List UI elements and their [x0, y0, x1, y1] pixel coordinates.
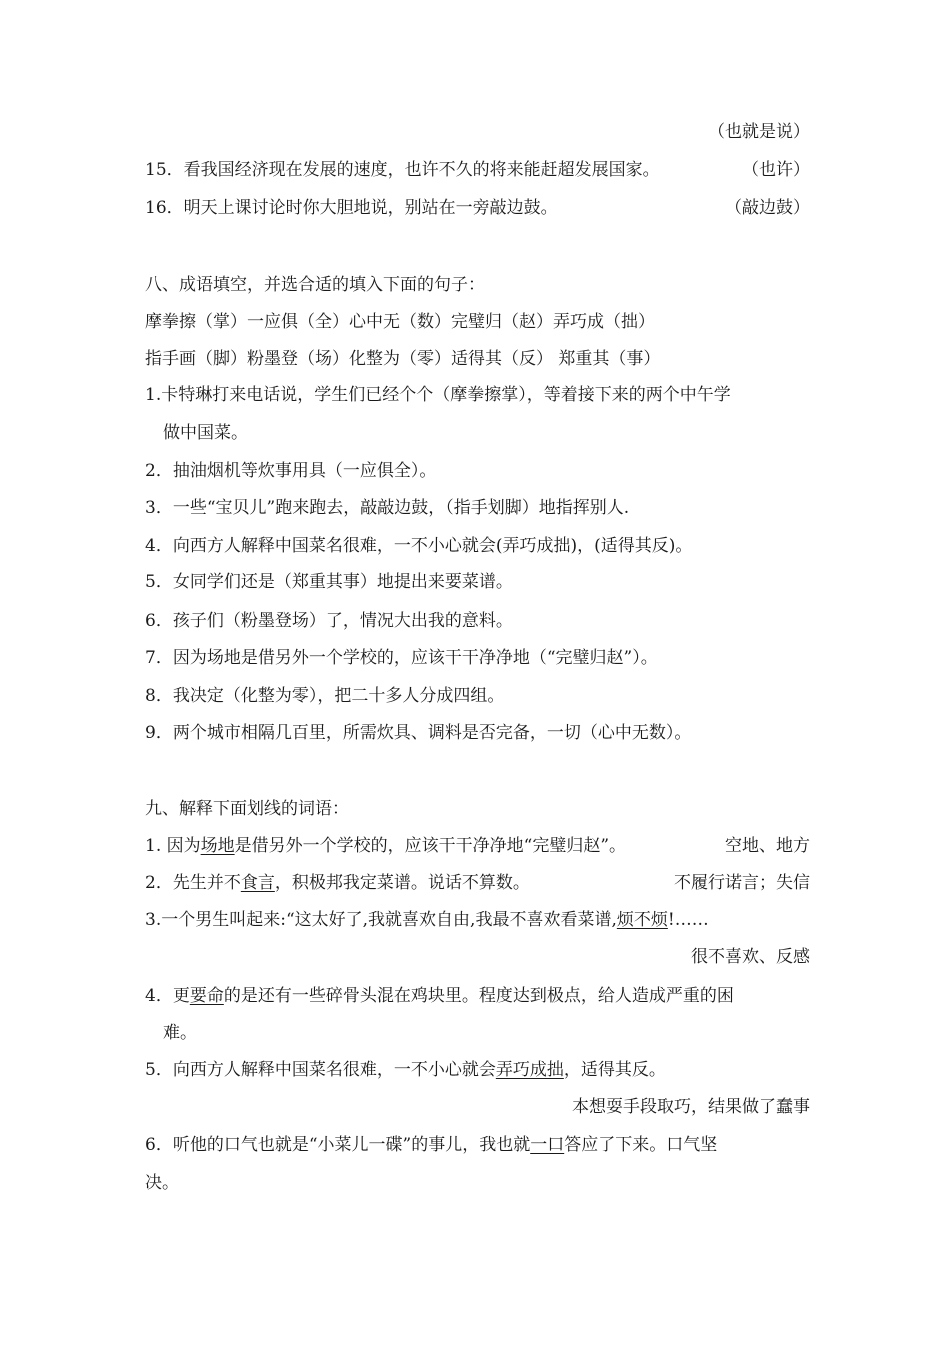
- s9-item-6-pre: 6．听他的口气也就是“小菜儿一碟”的事儿，我也就: [145, 1135, 531, 1155]
- s9-item-1: [145, 834, 810, 858]
- s9-item-3-pre: 3.一个男生叫起来:“这太好了,我就喜欢自由,我最不喜欢看菜谱,: [145, 910, 617, 930]
- answer-prev: （也就是说）: [708, 122, 810, 142]
- s8-item-9: 9．两个城市相隔几百里，所需炊具、调料是否完备，一切（心中无数）。: [145, 723, 692, 743]
- s9-item-5-pre: 5．向西方人解释中国菜名很难，一不小心就会: [145, 1060, 496, 1080]
- s9-item-2-pre: 2．先生并不: [145, 873, 241, 893]
- s9-item-1-answer: 空地、地方: [725, 836, 810, 856]
- s9-item-2-word: 食言: [240, 873, 275, 893]
- idioms-line-2: 指手画（脚）粉墨登（场）化整为（零）适得其（反） 郑重其（事）: [145, 349, 661, 369]
- s9-item-3-word: 烦不烦: [616, 910, 668, 930]
- s8-item-1: 1.卡特琳打来电话说，学生们已经个个（摩拳擦掌），等着接下来的两个中午学: [145, 385, 731, 405]
- section-8-title: 八、成语填空，并选合适的填入下面的句子：: [145, 275, 485, 295]
- s9-item-3: [145, 908, 810, 932]
- s8-item-2: 2．抽油烟机等炊事用具（一应俱全）。: [145, 461, 437, 481]
- s8-item-7: 7．因为场地是借另外一个学校的，应该干干净净地（“完璧归赵”）。: [145, 648, 658, 668]
- s8-item-3: 3．一些“宝贝儿”跑来跑去，敲敲边鼓，（指手划脚）地指挥别人.: [145, 498, 630, 518]
- question-16-text: 16．明天上课讨论时你大胆地说，别站在一旁敲边鼓。: [145, 198, 558, 218]
- s9-item-1-pre: 1. 因为: [145, 836, 201, 856]
- s9-item-5-word: 弄巧成拙: [495, 1060, 564, 1080]
- question-16: [145, 196, 810, 220]
- s8-item-4: 4．向西方人解释中国菜名很难，一不小心就会(弄巧成拙)，(适得其反)。: [145, 536, 693, 556]
- s9-item-5: [145, 1058, 810, 1082]
- s9-item-4-post: 的是还有一些碎骨头混在鸡块里。程度达到极点，给人造成严重的困: [223, 986, 734, 1006]
- s8-item-8: 8．我决定（化整为零），把二十多人分成四组。: [145, 686, 505, 706]
- s9-item-3-post: !……: [667, 910, 709, 930]
- s9-item-6: [145, 1133, 810, 1157]
- s9-item-4-word: 要命: [189, 986, 224, 1006]
- s9-item-6-word: 一口: [530, 1135, 565, 1155]
- section-9-title: 九、解释下面划线的词语：: [145, 799, 349, 819]
- s9-item-4-cont: 难。: [163, 1023, 197, 1043]
- s9-item-6-post: 答应了下来。口气坚: [564, 1135, 718, 1155]
- question-16-answer: （敲边鼓）: [725, 198, 810, 218]
- s9-item-5-post: ，适得其反。: [563, 1060, 666, 1080]
- s9-item-4-pre: 4．更: [145, 986, 190, 1006]
- s9-item-6-cont: 决。: [145, 1173, 179, 1193]
- s9-item-2-answer: 不履行诺言；失信: [674, 873, 810, 893]
- s9-item-1-word: 场地: [200, 836, 235, 856]
- s8-item-5: 5．女同学们还是（郑重其事）地提出来要菜谱。: [145, 572, 513, 592]
- s9-item-1-post: 是借另外一个学校的，应该干干净净地“完璧归赵”。: [234, 836, 627, 856]
- idioms-line-1: 摩拳擦（掌）一应俱（全）心中无（数）完璧归（赵）弄巧成（拙）: [145, 312, 655, 332]
- s8-item-6: 6．孩子们（粉墨登场）了，情况大出我的意料。: [145, 611, 513, 631]
- question-15-answer: （也许）: [742, 160, 810, 180]
- question-15: [145, 158, 810, 182]
- s9-item-2: [145, 871, 810, 895]
- s9-item-2-post: ，积极邦我定菜谱。说话不算数。: [274, 873, 530, 893]
- s9-item-4: [145, 984, 810, 1008]
- s9-item-5-answer: 本想耍手段取巧，结果做了蠢事: [572, 1097, 810, 1117]
- s9-item-3-answer: 很不喜欢、反感: [691, 947, 810, 967]
- s8-item-1-cont: 做中国菜。: [163, 423, 248, 443]
- question-15-text: 15．看我国经济现在发展的速度，也许不久的将来能赶超发展国家。: [145, 160, 660, 180]
